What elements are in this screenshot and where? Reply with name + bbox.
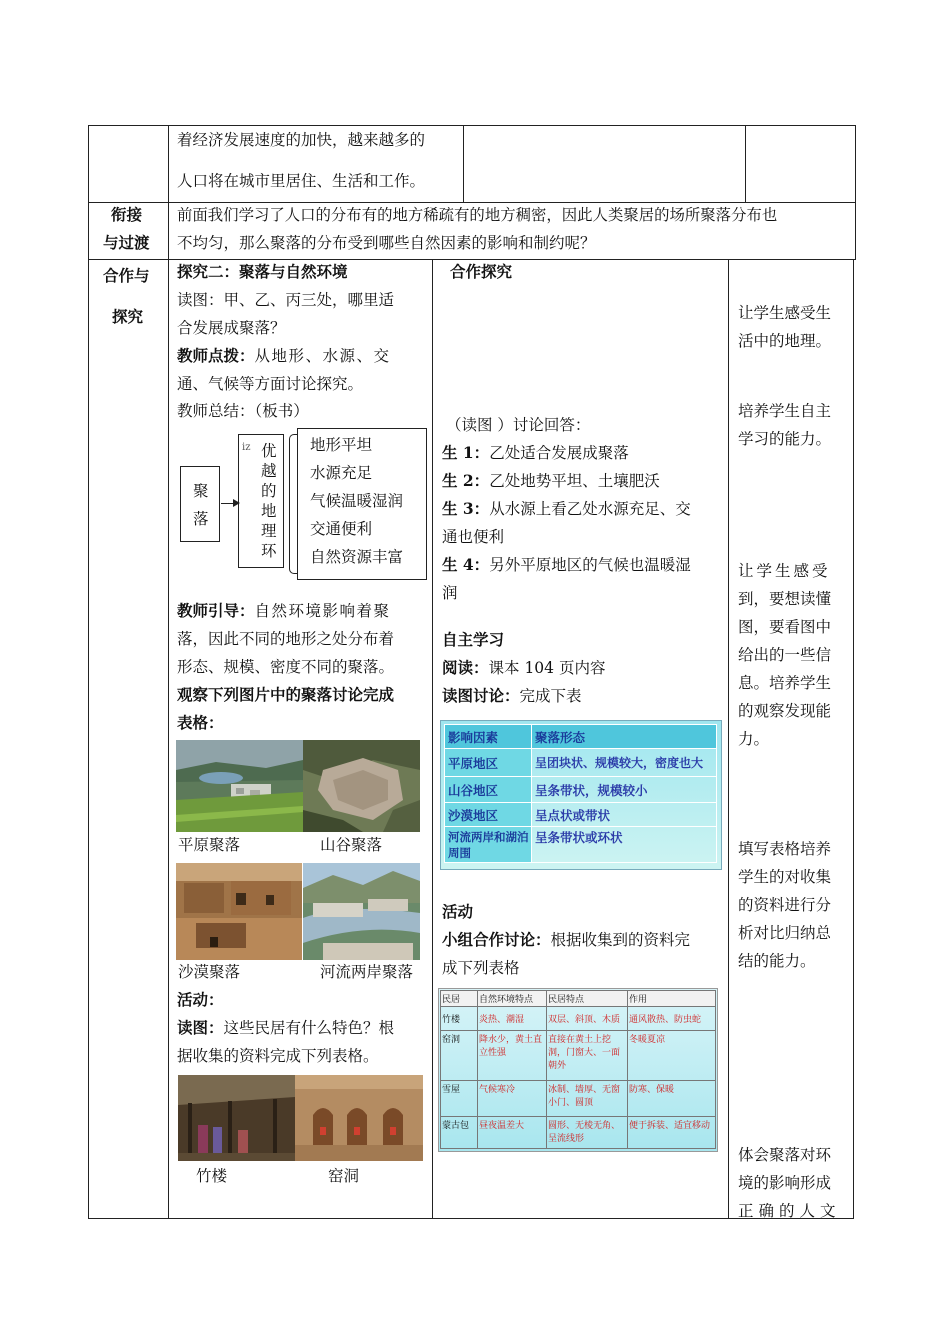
t2-row2-feature: 直接在黄土上挖洞，门窗大、一面朝外 — [547, 1031, 628, 1081]
dwelling-table — [438, 988, 718, 1152]
section-heading: 探究二：聚落与自然环境 — [177, 262, 348, 281]
row2-label-line2: 与过渡 — [103, 233, 150, 252]
plain-settlement-photo — [176, 740, 303, 832]
col-divider-3-bottom — [728, 259, 729, 1219]
teacher-tip-text: 从地形、水源、交 — [254, 347, 391, 365]
note5-line3: 正确的人文 — [738, 1202, 841, 1220]
student4-answer-line2: 润 — [442, 584, 458, 602]
col-divider-2-top — [463, 125, 464, 202]
t2-row3-function: 防寒、保暖 — [628, 1081, 716, 1117]
student3-label: 生 3： — [442, 499, 490, 518]
table-left-border — [88, 125, 89, 1219]
note3-line6: 的观察发现能 — [738, 702, 832, 720]
student4-text: 另外平原地区的气候也温暖湿 — [489, 556, 691, 574]
col-divider-1 — [168, 125, 169, 1219]
t2-header-env: 自然环境特点 — [478, 991, 547, 1007]
diagram-adv-1: 优 — [261, 442, 277, 460]
desert-settlement-photo — [176, 863, 302, 960]
activity-heading: 活动 — [442, 902, 474, 921]
teacher-guide-line3: 形态、规模、密度不同的聚落。 — [177, 658, 395, 676]
diagram-settlement-char1: 聚 — [193, 482, 209, 500]
note2-line1: 培养学生自主 — [738, 402, 832, 420]
t2-row4-dwelling: 蒙古包 — [441, 1117, 478, 1149]
observe-line2: 表格： — [177, 713, 224, 732]
condition-2: 水源充足 — [310, 464, 373, 482]
student4-label: 生 4： — [442, 555, 490, 574]
note3-line3: 图，要看图中 — [738, 618, 832, 636]
diagram-box-advantage — [238, 434, 284, 568]
table-right-border-bottom — [853, 259, 854, 1219]
t1-row4-form: 呈条带状或环状 — [532, 827, 717, 863]
student1-label: 生 1： — [442, 443, 490, 462]
t2-row1-feature: 双层、斜顶、木质 — [547, 1007, 628, 1031]
note1-line1: 让学生感受生 — [738, 304, 832, 322]
teacher-guide-line2: 落，因此不同的地形之处分布着 — [177, 630, 395, 648]
read-figure-line2: 据收集的资料完成下列表格。 — [177, 1047, 379, 1065]
diagram-brace — [289, 434, 297, 574]
cooperative-heading: 合作探究 — [450, 262, 513, 281]
t2-row1-dwelling: 竹楼 — [441, 1007, 478, 1031]
group-discussion-line1 — [442, 926, 690, 954]
figure-discussion-text: 完成下表 — [519, 687, 582, 705]
note4-line3: 的资料进行分 — [738, 896, 832, 914]
note2-line2: 学习的能力。 — [738, 430, 832, 448]
diagram-adv-5: 理 — [261, 522, 277, 540]
read-figure-text: 这些民居有什么特色？根 — [223, 1019, 395, 1037]
t2-row4-env: 昼夜温差大 — [478, 1117, 547, 1149]
caption-river: 河流两岸聚落 — [320, 963, 414, 981]
diagram-adv-4: 地 — [261, 502, 277, 520]
group-discussion-line2: 成下列表格 — [442, 959, 520, 977]
observe-line1: 观察下列图片中的聚落讨论完成 — [177, 685, 395, 704]
caption-cave: 窑洞 — [328, 1167, 360, 1185]
note5-line2: 境的影响形成 — [738, 1174, 832, 1192]
diagram-box-conditions — [297, 428, 427, 580]
teacher-tip-line2: 通、气候等方面讨论探究。 — [177, 375, 364, 393]
settlement-form-table — [440, 720, 722, 870]
row2-label-line1: 衔接 — [111, 205, 143, 224]
reading-label: 阅读： — [442, 658, 489, 677]
read-prompt-line2: 合发展成聚落？ — [177, 319, 286, 337]
note3-line4: 给出的一些信 — [738, 646, 832, 664]
col-divider-2-bottom — [432, 259, 433, 1219]
diagram-box-settlement — [180, 466, 220, 542]
row1-line2: 人口将在城市里居住、生活和工作。 — [177, 172, 426, 190]
reading-line — [442, 654, 605, 682]
t1-header-factor: 影响因素 — [445, 725, 532, 749]
t2-row2-env: 降水少，黄土直立性强 — [478, 1031, 547, 1081]
t1-row3-factor: 沙漠地区 — [445, 803, 532, 827]
note3-line5: 息。培养学生 — [738, 674, 832, 692]
t1-row3-form: 呈点状或带状 — [532, 803, 717, 827]
teacher-guide-label: 教师引导： — [177, 601, 255, 620]
valley-settlement-photo — [303, 740, 420, 832]
note4-line1: 填写表格培养 — [738, 840, 832, 858]
note1-line2: 活中的地理。 — [738, 332, 832, 350]
student4-answer-line1 — [442, 551, 691, 579]
reading-text: 课本 104 页内容 — [488, 659, 606, 677]
caption-plain: 平原聚落 — [178, 836, 241, 854]
diagram-settlement-char2: 落 — [193, 510, 209, 528]
t2-row2-function: 冬暖夏凉 — [628, 1031, 716, 1081]
row1-line1: 着经济发展速度的加快，越来越多的 — [177, 131, 426, 149]
bamboo-house-photo — [178, 1075, 295, 1161]
read-figure-line1 — [177, 1014, 394, 1042]
note3-line1: 让学生感受 — [738, 562, 831, 580]
t1-header-form: 聚落形态 — [532, 725, 717, 749]
discussion-question: （读图 ）讨论回答： — [446, 416, 591, 434]
t1-row2-factor: 山谷地区 — [445, 777, 532, 803]
teacher-guide-line1 — [177, 597, 391, 625]
t2-row3-feature: 冰制、墙厚、无窗小门、圆顶 — [547, 1081, 628, 1117]
teacher-summary: 教师总结：（板书） — [177, 402, 309, 420]
caption-desert: 沙漠聚落 — [178, 963, 241, 981]
t1-row4-factor: 河流两岸和湖泊周围 — [445, 827, 532, 863]
row3-label-line2: 探究 — [112, 307, 144, 326]
t2-row4-function: 便于拆装、适宜移动 — [628, 1117, 716, 1149]
self-study-heading: 自主学习 — [442, 630, 505, 649]
diagram-adv-2: 越 — [261, 462, 277, 480]
figure-discussion-line — [442, 682, 582, 710]
row3-label-line1: 合作与 — [103, 266, 150, 285]
caption-valley: 山谷聚落 — [320, 836, 383, 854]
t2-row1-function: 通风散热、防虫蛇 — [628, 1007, 716, 1031]
teacher-guide-text: 自然环境影响着聚 — [254, 602, 391, 620]
t2-header-feature: 民居特点 — [547, 991, 628, 1007]
t2-row4-feature: 圆形、无棱无角、呈流线形 — [547, 1117, 628, 1149]
student1-answer — [442, 439, 629, 467]
river-settlement-photo — [303, 863, 420, 960]
t2-header-function: 作用 — [628, 991, 716, 1007]
table-right-border-top — [855, 125, 856, 260]
t1-row2-form: 呈条带状，规模较小 — [532, 777, 717, 803]
group-discussion-label: 小组合作讨论： — [442, 930, 551, 949]
diagram-adv-6: 环 — [261, 542, 277, 560]
note4-line2: 学生的对收集 — [738, 868, 832, 886]
t2-row1-env: 炎热、潮湿 — [478, 1007, 547, 1031]
t2-header-dwelling: 民居 — [441, 991, 478, 1007]
student2-text: 乙处地势平坦、土壤肥沃 — [489, 472, 660, 490]
note4-line5: 结的能力。 — [738, 952, 816, 970]
student1-text: 乙处适合发展成聚落 — [489, 444, 629, 462]
note3-line2: 到，要想读懂 — [738, 590, 832, 608]
student3-answer-line2: 通也便利 — [442, 528, 505, 546]
activity-label: 活动： — [177, 990, 224, 1009]
teacher-tip-line1 — [177, 342, 391, 370]
t2-row2-dwelling: 窑洞 — [441, 1031, 478, 1081]
figure-discussion-label: 读图讨论： — [442, 686, 520, 705]
teacher-tip-label: 教师点拨： — [177, 346, 255, 365]
note4-line4: 析对比归纳总 — [738, 924, 832, 942]
condition-3: 气候温暖湿润 — [310, 492, 404, 510]
condition-4: 交通便利 — [310, 520, 373, 538]
cave-dwelling-photo — [295, 1075, 423, 1161]
condition-5: 自然资源丰富 — [310, 548, 404, 566]
diagram-adv-3: 的 — [261, 482, 277, 500]
caption-bamboo: 竹楼 — [196, 1167, 228, 1185]
row2-text-line2: 不均匀，那么聚落的分布受到哪些自然因素的影响和制约呢？ — [177, 234, 596, 252]
student2-label: 生 2： — [442, 471, 490, 490]
student3-text: 从水源上看乙处水源充足、交 — [489, 500, 691, 518]
read-figure-label: 读图： — [177, 1018, 224, 1037]
col-divider-3-top — [745, 125, 746, 202]
note5-line1: 体会聚落对环 — [738, 1146, 832, 1164]
board-diagram — [177, 428, 432, 588]
student2-answer — [442, 467, 660, 495]
t2-row3-dwelling: 雪屋 — [441, 1081, 478, 1117]
student3-answer-line1 — [442, 495, 691, 523]
read-prompt-line1: 读图：甲、乙、丙三处，哪里适 — [177, 291, 395, 309]
t2-row3-env: 气候寒冷 — [478, 1081, 547, 1117]
group-discussion-text: 根据收集到的资料完 — [550, 931, 691, 949]
condition-1: 地形平坦 — [310, 436, 373, 454]
row2-text-line1: 前面我们学习了人口的分布有的地方稀疏有的地方稠密，因此人类聚居的场所聚落分布也 — [177, 206, 778, 224]
note3-line7: 力。 — [738, 730, 770, 748]
t1-row1-form: 呈团块状、规模较大，密度也大 — [532, 749, 717, 777]
t1-row1-factor: 平原地区 — [445, 749, 532, 777]
diagram-small-mark: iz — [242, 442, 251, 453]
